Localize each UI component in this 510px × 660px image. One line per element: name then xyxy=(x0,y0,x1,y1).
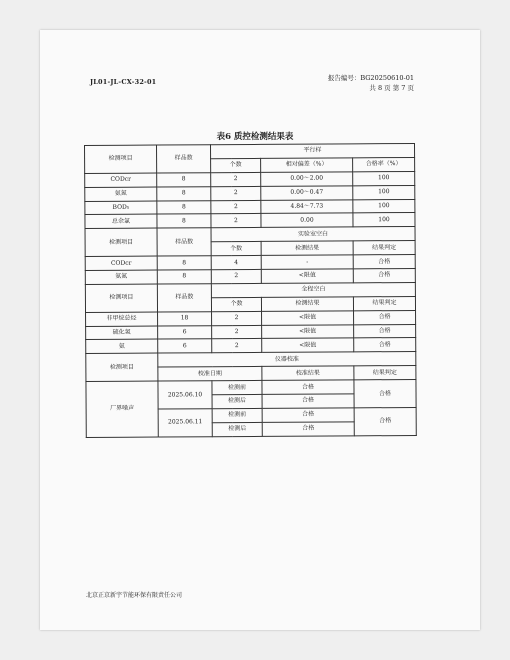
cell-count: 8 xyxy=(157,200,211,214)
cell-n: 2 xyxy=(211,269,261,283)
cell-deviation: 0.00～2.00 xyxy=(261,172,353,186)
cell-item: 氨氮 xyxy=(85,187,157,201)
cell-result: 合格 xyxy=(262,394,354,408)
sec3-col-count: 样品数 xyxy=(157,284,211,312)
sec1-col-count: 样品数 xyxy=(157,145,211,173)
sec2-sub-result: 检测结果 xyxy=(261,241,353,255)
sec2-col-count: 样品数 xyxy=(157,228,211,256)
cell-count: 8 xyxy=(157,214,211,228)
sec1-sub-rate: 合格率（%） xyxy=(353,157,415,171)
cell-judge: 合格 xyxy=(353,255,415,269)
cell-rate: 100 xyxy=(353,171,415,185)
sec3-col-item: 检测项目 xyxy=(85,284,157,312)
cell-result: 合格 xyxy=(262,380,354,394)
cell-count: 8 xyxy=(157,186,211,200)
cell-result: 合格 xyxy=(262,408,354,422)
cell-rate: 100 xyxy=(353,199,415,213)
cell-phase: 检测后 xyxy=(212,422,262,436)
sec3-group-label: 全程空白 xyxy=(211,282,415,297)
sec1-group-label: 平行样 xyxy=(211,143,415,158)
sec2-col-item: 检测项目 xyxy=(85,228,157,256)
cell-date: 2025.06.11 xyxy=(158,409,212,437)
cell-count: 18 xyxy=(158,311,212,325)
cell-result: <限值 xyxy=(262,338,354,352)
cell-deviation: 0.00～0.47 xyxy=(261,186,353,200)
cell-result: 合格 xyxy=(262,422,354,436)
cell-judge: 合格 xyxy=(353,268,415,282)
cell-deviation: 4.84～7.73 xyxy=(261,199,353,213)
cell-item: 氨 xyxy=(86,340,158,354)
cell-result: - xyxy=(261,255,353,269)
cell-count: 8 xyxy=(157,173,211,187)
cell-item: 氨氮 xyxy=(85,270,157,284)
cell-item: 硫化氢 xyxy=(86,326,158,340)
cell-result: <限值 xyxy=(262,311,354,325)
cell-rate: 100 xyxy=(353,213,415,227)
sec2-sub-count: 个数 xyxy=(211,242,261,256)
cell-item: 非甲烷总烃 xyxy=(86,312,158,326)
cell-phase: 检测前 xyxy=(212,408,262,422)
cell-n: 2 xyxy=(212,311,262,325)
cell-n: 2 xyxy=(211,214,261,228)
cell-phase: 检测前 xyxy=(212,381,262,395)
cell-count: 6 xyxy=(158,325,212,339)
cell-judge: 合格 xyxy=(354,407,416,435)
cell-n: 2 xyxy=(212,325,262,339)
sec1-sub-count: 个数 xyxy=(211,158,261,172)
table-row xyxy=(86,380,416,396)
cell-judge: 合格 xyxy=(354,310,416,324)
cell-phase: 检测后 xyxy=(212,394,262,408)
cell-item: 总余氯 xyxy=(85,215,157,229)
cell-count: 6 xyxy=(158,339,212,353)
cell-n: 2 xyxy=(211,172,261,186)
cell-item: BOD₅ xyxy=(85,201,157,215)
sec4-group-label: 仪器校准 xyxy=(158,352,416,367)
table-title: 表6 质控检测结果表 xyxy=(216,132,294,142)
cell-date: 2025.06.10 xyxy=(158,381,212,409)
cell-judge: 合格 xyxy=(354,324,416,338)
cell-n: 4 xyxy=(211,256,261,270)
cell-item: CODcr xyxy=(85,173,157,187)
cell-item-noise: 厂界噪声 xyxy=(86,381,158,437)
cell-count: 8 xyxy=(157,270,211,284)
sec3-sub-judge: 结果判定 xyxy=(353,296,415,310)
cell-n: 2 xyxy=(211,200,261,214)
sec4-col-item: 检测项目 xyxy=(86,353,158,381)
sec2-sub-judge: 结果判定 xyxy=(353,241,415,255)
sec2-group-label: 实验室空白 xyxy=(211,227,415,242)
cell-result: <限值 xyxy=(262,324,354,338)
report-number: 报告编号：BG20250610-01 xyxy=(327,74,414,82)
cell-item: CODcr xyxy=(85,256,157,270)
page-indicator: 共 8 页 第 7 页 xyxy=(369,83,414,92)
sec1-sub-deviation: 相对偏差（%） xyxy=(261,158,353,172)
cell-judge: 合格 xyxy=(354,338,416,352)
cell-judge: 合格 xyxy=(354,380,416,408)
sec3-sub-result: 检测结果 xyxy=(261,297,353,311)
qc-results-table xyxy=(84,143,417,438)
doc-code: JL01-JL-CX-32-01 xyxy=(90,78,157,86)
cell-result: <限值 xyxy=(261,269,353,283)
cell-deviation: 0.00 xyxy=(261,213,353,227)
cell-rate: 100 xyxy=(353,185,415,199)
cell-n: 2 xyxy=(211,186,261,200)
sec4-sub-judge: 结果判定 xyxy=(354,366,416,380)
sec4-sub-result: 校准结果 xyxy=(262,366,354,380)
cell-n: 2 xyxy=(212,339,262,353)
sec4-sub-date: 校准日期 xyxy=(158,367,262,382)
company-footer: 北京正京新宇节能环保有限责任公司 xyxy=(86,592,183,599)
report-info xyxy=(308,74,414,93)
sec1-col-item: 检测项目 xyxy=(85,145,157,173)
cell-count: 8 xyxy=(157,256,211,270)
sec3-sub-count: 个数 xyxy=(211,297,261,311)
